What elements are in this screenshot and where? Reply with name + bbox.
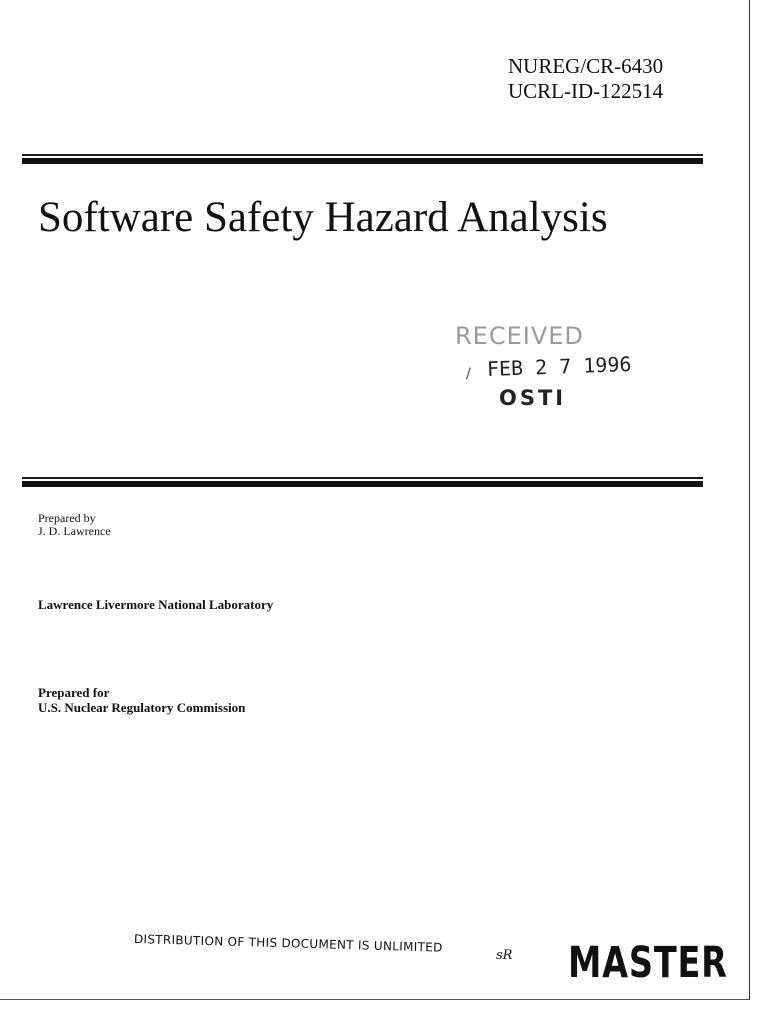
author-name: J. D. Lawrence [38,524,111,538]
stamp-received-text: RECEIVED [455,322,584,350]
prepared-by-label: Prepared by [38,511,96,525]
report-number-nureg: NUREG/CR-6430 [508,54,664,78]
report-number-ucrl: UCRL-ID-122514 [508,79,664,103]
received-stamp [455,322,632,422]
distribution-statement: DISTRIBUTION OF THIS DOCUMENT IS UNLIMITED [133,932,443,955]
page-edge-bottom [0,999,750,1000]
document-title: Software Safety Hazard Analysis [38,194,608,241]
top-rule-thin [22,154,703,156]
prepared-by-block [38,512,111,538]
master-stamp: MASTER [568,938,728,988]
top-rule-thick [22,158,703,164]
stamp-date: FEB 2 7 1996 [486,351,632,381]
bottom-rule-thin [22,477,703,479]
stamp-mark: / [466,366,471,382]
report-numbers [508,54,663,104]
laboratory-name: Lawrence Livermore National Laboratory [38,597,274,612]
distribution-handwritten-mark: sR [496,948,513,963]
page-edge-right [749,0,750,1000]
top-double-rule [22,154,703,164]
stamp-org: OSTI [499,386,567,410]
prepared-for-block [38,685,245,715]
prepared-for-label: Prepared for [38,685,110,700]
bottom-double-rule [22,477,703,487]
sponsor-organization: U.S. Nuclear Regulatory Commission [38,700,246,715]
bottom-rule-thick [22,481,703,487]
